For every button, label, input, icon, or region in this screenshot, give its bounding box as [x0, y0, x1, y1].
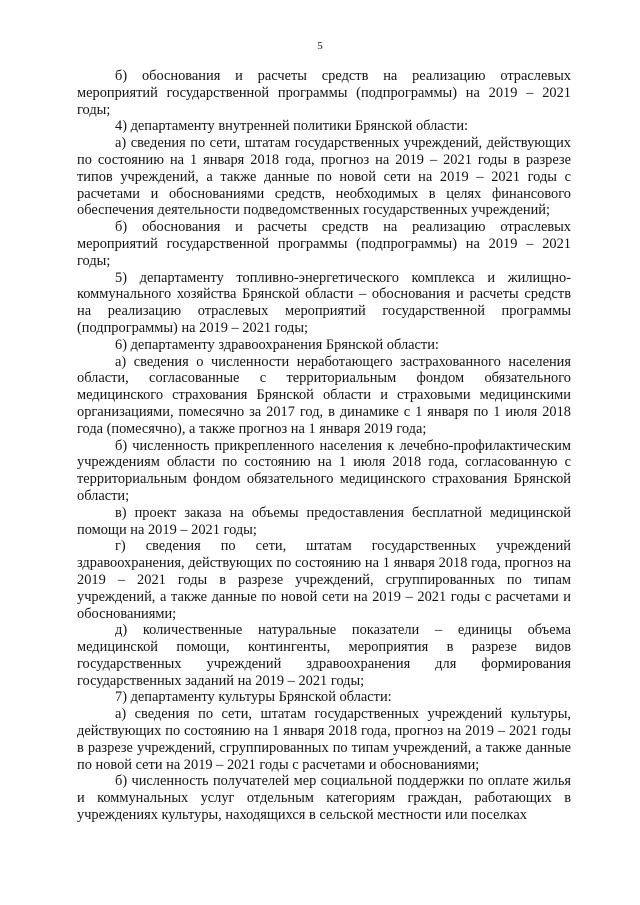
paragraph: д) количественные натуральные показатели – единицы объема медицинской помощи, контингенты, мероприятия в разрезе видов государственных учреждений здравоохранения для формирования государственных заданий на 2019 – 2021 годы;	[77, 622, 571, 689]
paragraph: 7) департаменту культуры Брянской области:	[115, 689, 392, 706]
document-body	[77, 68, 571, 824]
paragraph: 5) департаменту топливно-энергетического комплекса и жилищно-коммунального хозяйства Брянской области – обоснования и расчеты средств на реализацию отраслевых мероприятий государственной программы (подпрограммы) на 2019 – 2021 годы;	[77, 269, 571, 336]
paragraph: г) сведения по сети, штатам государственных учреждений здравоохранения, действующих по состоянию на 1 января 2018 года, прогноз на 2019 – 2021 годы в разрезе учреждений, сгруппированных по типам учреждений, а также данные по новой сети на 2019 – 2021 годы с расчетами и обоснованиями;	[77, 538, 571, 622]
paragraph: а) сведения по сети, штатам государственных учреждений культуры, действующих по состоянию на 1 января 2018 года, прогноз на 2019 – 2021 годы в разрезе учреждений, сгруппированных по типам учреждений, а также данные по новой сети на 2019 – 2021 годы с расчетами и обоснованиями;	[77, 706, 571, 773]
paragraph: б) численность прикрепленного населения к лечебно-профилактическим учреждениям области по состоянию на 1 июля 2018 года, согласованную с территориальным фондом обязательного медицинского страхования Брянской области;	[77, 437, 571, 504]
paragraph: б) обоснования и расчеты средств на реализацию отраслевых мероприятий государственной программы (подпрограммы) на 2019 – 2021 годы;	[77, 68, 571, 118]
paragraph: в) проект заказа на объемы предоставления бесплатной медицинской помощи на 2019 – 2021 годы;	[77, 504, 571, 538]
paragraph: б) обоснования и расчеты средств на реализацию отраслевых мероприятий государственной программы (подпрограммы) на 2019 – 2021 годы;	[77, 219, 571, 269]
paragraph: а) сведения по сети, штатам государственных учреждений, действующих по состоянию на 1 января 2018 года, прогноз на 2019 – 2021 годы в разрезе типов учреждений, а также данные по новой сети на 2019 – 2021 годы с расчетами и обоснованиями средств, необходимых в целях финансового обеспечения деятельности подведомственных государственных учреждений;	[77, 135, 571, 219]
paragraph: а) сведения о численности неработающего застрахованного населения области, согласованные с территориальным фондом обязательного медицинского страхования Брянской области и страховыми медицинскими организациями, помесячно за 2017 год, в динамике с 1 января по 1 июля 2018 года (помесячно), а также прогноз на 1 января 2019 года;	[77, 353, 571, 437]
paragraph: 6) департаменту здравоохранения Брянской области:	[115, 336, 439, 353]
paragraph: 4) департаменту внутренней политики Брянской области:	[115, 118, 469, 135]
page-number: 5	[317, 40, 323, 52]
paragraph: б) численность получателей мер социальной поддержки по оплате жилья и коммунальных услуг отдельным категориям граждан, работающих в учреждениях культуры, находящихся в сельской местности или поселках	[77, 773, 571, 824]
